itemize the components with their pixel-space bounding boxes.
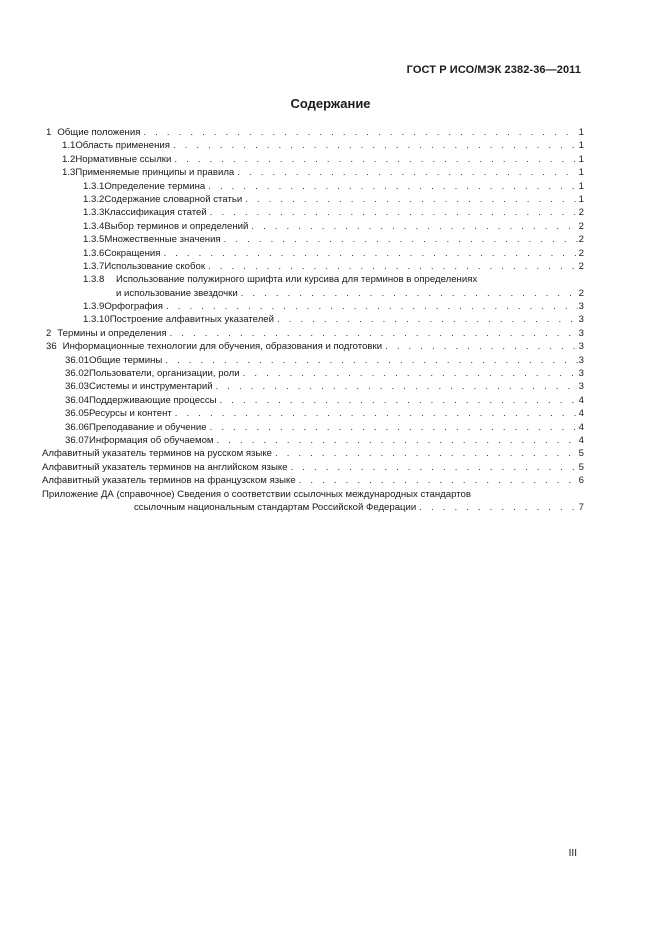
toc-entry-appendix[interactable] bbox=[42, 488, 584, 501]
toc-entry-text: Поддерживающие процессы bbox=[89, 394, 217, 406]
toc-entry-text: Алфавитный указатель терминов на английском языке bbox=[42, 461, 288, 473]
toc-entry-number: 1.3.10 bbox=[83, 314, 110, 326]
toc-entry-number: 1.3.7 bbox=[83, 260, 105, 272]
toc-entry-number: 36.06 bbox=[65, 421, 90, 433]
toc-entry[interactable] bbox=[46, 260, 584, 273]
page-number: III bbox=[568, 848, 577, 859]
toc-entry[interactable] bbox=[46, 313, 584, 326]
toc-entry-number: 1.3.8 bbox=[83, 274, 105, 286]
toc-leader-dots bbox=[240, 367, 578, 380]
toc-entry-page: 3 bbox=[578, 381, 584, 393]
toc-entry-page: 1 bbox=[578, 153, 584, 165]
toc-entry-page: 3 bbox=[578, 314, 584, 326]
toc-leader-dots bbox=[172, 407, 578, 420]
toc-entry-page: 2 bbox=[578, 247, 584, 259]
toc-entry-page: 3 bbox=[578, 354, 584, 366]
toc-entry-page: 3 bbox=[578, 341, 584, 353]
toc-entry-text: Построение алфавитных указателей bbox=[109, 314, 274, 326]
toc-entry-number: 1.1 bbox=[62, 140, 76, 152]
toc-entry-number: 1.3.6 bbox=[83, 247, 105, 259]
toc-entry-number: 36.01 bbox=[65, 354, 90, 366]
toc-entry-text: Выбор терминов и определений bbox=[104, 220, 249, 232]
toc-leader-dots bbox=[238, 287, 578, 300]
toc-entry-text: Общие термины bbox=[89, 354, 163, 366]
toc-leader-dots bbox=[163, 300, 578, 313]
toc-entry[interactable] bbox=[46, 139, 584, 152]
toc-entry-page: 4 bbox=[578, 394, 584, 406]
toc-entry-number: 36.07 bbox=[65, 434, 90, 446]
toc-entry-page: 3 bbox=[578, 368, 584, 380]
toc-entry[interactable] bbox=[46, 126, 584, 139]
toc-entry[interactable] bbox=[46, 166, 584, 179]
toc-entry-number: 1.3 bbox=[62, 167, 76, 179]
toc-entry[interactable] bbox=[46, 180, 584, 193]
toc-entry-page: 2 bbox=[578, 207, 584, 219]
toc-leader-dots bbox=[207, 206, 578, 219]
toc-entry[interactable] bbox=[46, 340, 584, 353]
toc-entry-text-continued: и использование звездочки bbox=[116, 287, 238, 299]
toc-entry-page: 2 bbox=[578, 220, 584, 232]
toc-leader-dots bbox=[140, 126, 577, 139]
toc-entry-number: 1.3.2 bbox=[83, 193, 105, 205]
toc-entry-text: Общие положения bbox=[57, 127, 141, 138]
toc-entry-number: 36.02 bbox=[65, 368, 90, 380]
table-of-contents bbox=[42, 126, 584, 514]
toc-entry-text: Термины и определения bbox=[57, 327, 167, 339]
toc-entry-text: Применяемые принципы и правила bbox=[75, 167, 235, 179]
toc-entry[interactable] bbox=[46, 273, 584, 286]
toc-entry-page: 2 bbox=[578, 287, 584, 299]
toc-entry-number: 1.3.3 bbox=[83, 207, 105, 219]
toc-leader-dots bbox=[272, 447, 578, 460]
toc-leader-dots bbox=[214, 434, 578, 447]
toc-entry-text: Сокращения bbox=[104, 247, 161, 259]
toc-leader-dots bbox=[296, 474, 578, 487]
toc-entry[interactable] bbox=[46, 247, 584, 260]
toc-entry-page: 7 bbox=[578, 501, 584, 513]
toc-entry-page: 1 bbox=[578, 140, 584, 152]
toc-entry-number: 36.05 bbox=[65, 408, 90, 420]
toc-entry-page: 1 bbox=[578, 180, 584, 192]
toc-entry[interactable] bbox=[46, 327, 584, 340]
toc-entry-page: 3 bbox=[578, 301, 584, 313]
toc-leader-dots bbox=[217, 394, 578, 407]
toc-entry-text: Пользователи, организации, роли bbox=[89, 368, 240, 380]
toc-leader-dots bbox=[205, 260, 578, 273]
toc-leader-dots bbox=[170, 139, 578, 152]
toc-entry-continuation[interactable] bbox=[46, 501, 584, 514]
toc-entry-text: Информационные технологии для обучения, образования и подготовки bbox=[62, 341, 383, 353]
toc-entry-text: Множественные значения bbox=[104, 234, 221, 246]
toc-entry-text: Определение термина bbox=[104, 180, 206, 192]
toc-entry-page: 1 bbox=[578, 127, 584, 138]
toc-entry-text: Использование полужирного шрифта или курсива для терминов в определениях bbox=[116, 274, 478, 286]
toc-entry[interactable] bbox=[46, 394, 584, 407]
toc-entry-text: Использование скобок bbox=[104, 260, 206, 272]
toc-leader-dots bbox=[234, 166, 577, 179]
toc-entry-text: Орфография bbox=[104, 301, 163, 313]
toc-entry-page: 1 bbox=[578, 167, 584, 179]
toc-entry-number: 36.04 bbox=[65, 394, 90, 406]
toc-entry-text: Нормативные ссылки bbox=[75, 153, 172, 165]
toc-entry-number: 1.3.1 bbox=[83, 180, 105, 192]
toc-entry-number: 36.03 bbox=[65, 381, 90, 393]
toc-entry-page: 1 bbox=[578, 193, 584, 205]
toc-entry[interactable] bbox=[46, 434, 584, 447]
toc-entry-text: Ресурсы и контент bbox=[89, 408, 172, 420]
toc-leader-dots bbox=[416, 501, 577, 514]
toc-leader-dots bbox=[248, 220, 577, 233]
toc-entry-text: Алфавитный указатель терминов на русском языке bbox=[42, 448, 272, 460]
toc-entry-number: 1.3.4 bbox=[83, 220, 105, 232]
toc-leader-dots bbox=[205, 180, 577, 193]
toc-entry-page: 5 bbox=[578, 448, 584, 460]
toc-entry[interactable] bbox=[46, 233, 584, 246]
toc-entry-text-continued: ссылочным национальным стандартам Российской Федерации bbox=[134, 501, 417, 513]
toc-entry[interactable] bbox=[46, 354, 584, 367]
toc-entry-number: 1 bbox=[46, 127, 52, 138]
toc-entry-page: 4 bbox=[578, 434, 584, 446]
toc-entry-text: Содержание словарной статьи bbox=[104, 193, 243, 205]
toc-entry[interactable] bbox=[46, 407, 584, 420]
toc-entry-index[interactable] bbox=[42, 447, 584, 460]
toc-entry-number: 1.3.9 bbox=[83, 301, 105, 313]
toc-entry[interactable] bbox=[46, 193, 584, 206]
toc-leader-dots bbox=[213, 380, 578, 393]
toc-entry[interactable] bbox=[46, 367, 584, 380]
toc-leader-dots bbox=[288, 461, 578, 474]
toc-entry-page: 3 bbox=[578, 327, 584, 339]
toc-leader-dots bbox=[221, 233, 578, 246]
toc-leader-dots bbox=[274, 313, 578, 326]
toc-entry-page: 5 bbox=[578, 461, 584, 473]
toc-entry-page: 2 bbox=[578, 234, 584, 246]
toc-entry[interactable] bbox=[46, 300, 584, 313]
toc-entry-continuation[interactable] bbox=[46, 287, 584, 300]
toc-entry-text: Приложение ДА (справочное) Сведения о соответствии ссылочных международных стандартов bbox=[42, 488, 471, 500]
toc-entry[interactable] bbox=[46, 380, 584, 393]
toc-entry-text: Алфавитный указатель терминов на французском языке bbox=[42, 475, 296, 487]
toc-entry-page: 4 bbox=[578, 408, 584, 420]
toc-entry-text: Информация об обучаемом bbox=[89, 434, 214, 446]
toc-leader-dots bbox=[382, 340, 578, 353]
toc-leader-dots bbox=[162, 354, 577, 367]
document-standard-code: ГОСТ Р ИСО/МЭК 2382-36—2011 bbox=[406, 64, 581, 76]
toc-leader-dots bbox=[242, 193, 577, 206]
toc-leader-dots bbox=[171, 153, 577, 166]
toc-entry[interactable] bbox=[46, 220, 584, 233]
toc-entry-text: Преподавание и обучение bbox=[89, 421, 207, 433]
toc-entry-index[interactable] bbox=[42, 474, 584, 487]
toc-entry-text: Системы и инструментарий bbox=[89, 381, 213, 393]
toc-leader-dots bbox=[160, 247, 577, 260]
toc-entry-index[interactable] bbox=[42, 461, 584, 474]
toc-entry-page: 2 bbox=[578, 260, 584, 272]
toc-leader-dots bbox=[207, 421, 578, 434]
toc-entry[interactable] bbox=[46, 421, 584, 434]
toc-entry-text: Классификация статей bbox=[104, 207, 207, 219]
toc-entry[interactable] bbox=[46, 153, 584, 166]
toc-entry-number: 36 bbox=[46, 341, 57, 353]
page-title: Содержание bbox=[290, 96, 371, 111]
toc-entry[interactable] bbox=[46, 206, 584, 219]
toc-entry-number: 1.3.5 bbox=[83, 234, 105, 246]
toc-entry-number: 1.2 bbox=[62, 153, 76, 165]
toc-entry-page: 4 bbox=[578, 421, 584, 433]
toc-entry-text: Область применения bbox=[75, 140, 170, 152]
toc-leader-dots bbox=[167, 327, 578, 340]
toc-entry-number: 2 bbox=[46, 327, 52, 339]
toc-entry-page: 6 bbox=[578, 475, 584, 487]
